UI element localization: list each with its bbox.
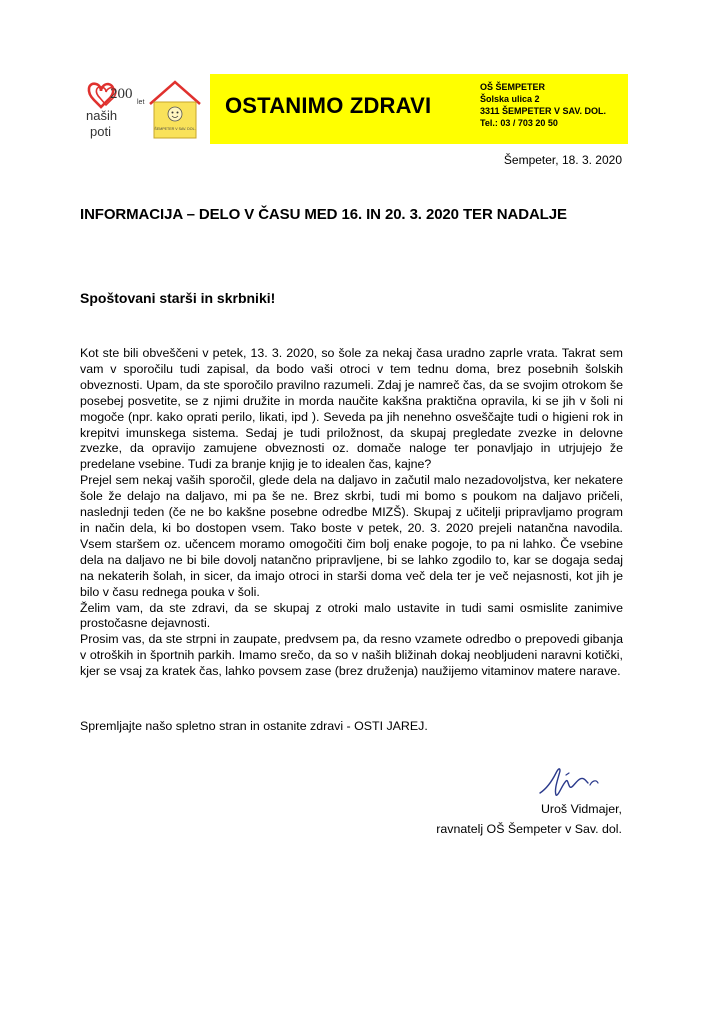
logo-graphic: [80, 74, 210, 144]
logo-let: let: [137, 99, 145, 106]
document-title: INFORMACIJA – DELO V ČASU MED 16. IN 20. 3. 2020 TER NADALJE: [80, 206, 567, 223]
letterhead: [80, 74, 628, 144]
closing-line: Spremljajte našo spletno stran in ostanite zdravi - OSTI JAREJ.: [80, 719, 428, 733]
school-street: Šolska ulica 2: [480, 94, 540, 104]
handwritten-signature: [536, 763, 614, 803]
salutation: Spoštovani starši in skrbniki!: [80, 290, 276, 306]
banner-title: OSTANIMO ZDRAVI: [225, 93, 432, 118]
school-name: OŠ ŠEMPETER: [480, 82, 546, 92]
logo-line2: poti: [90, 124, 111, 139]
school-city: 3311 ŠEMPETER V SAV. DOL.: [480, 106, 607, 116]
logo-number: 200: [110, 86, 133, 102]
logo-line1: naših: [86, 108, 118, 123]
paragraph-1: Kot ste bili obveščeni v petek, 13. 3. 2020, so šole za nekaj časa uradno zaprle vrata. Takrat sem vam v sporočilu tudi zapisal, da bodo vaši otroci v tem tednu doma, brez posebnih šolskih obveznosti. Upam, da ste sporočilo pravilno razumeli. Zdaj je namreč čas, da se svojim otrokom še posebej posvetite, se z njimi družite in morda naučite kakšna praktična opravila, ki se jih v šoli ni mogoče (npr. kako oprati perilo, likati, ipd ). Seveda pa jih nenehno osveščajte tudi o higieni rok in krepitvi imunskega sistema. Sedaj je tudi priložnost, da skupaj pregledate zvezke in delovne zvezke, da opravijo zamujene obveznosti oz. domače naloge ter ponavljajo in utrjujejo že predelane vsebine. Tudi za branje knjig je to idealen čas, kajne?: [80, 346, 623, 472]
signatory-name: Uroš Vidmajer,: [540, 802, 622, 816]
paragraph-2: Prejel sem nekaj vaših sporočil, glede dela na daljavo in začutil malo nezadovoljstva, ker nekatere šole že delajo na daljavo, mi pa še ne. Brez skrbi, tudi mi bomo s poukom na daljavo pričeli, naslednji teden (če ne bo kakšne posebne odredbe MIZŠ). Skupaj z učitelji pripravljamo program in način dela, ki bo dostopen vsem. Tako boste v petek, 20. 3. 2020 prejeli natančna navodila. Vsem staršem oz. učencem moramo omogočiti čim bolj enake pogoje, to pa ni lahko. Če vsebine dela na daljavo ne bi bile dovolj natančno pripravljene, bi se lahko zgodilo to, kar se dogaja sedaj na nekaterih šolah, in sicer, da imajo otroci in starši doma več dela ter je več nejasnosti, kot jih je bilo v času rednega pouka v šoli.: [80, 473, 623, 599]
paragraph-3: Želim vam, da ste zdravi, da se skupaj z otroki malo ustavite in tudi sami osmislite zanimive prostočasne dejavnosti.: [80, 600, 623, 631]
school-anniversary-logo: [80, 74, 210, 144]
school-contact-block: [480, 81, 606, 129]
letter-body: [80, 346, 623, 680]
face-icon: [168, 107, 182, 121]
yellow-banner: [210, 74, 628, 144]
house-roof-icon: [150, 82, 200, 104]
letter-date: Šempeter, 18. 3. 2020: [503, 153, 622, 167]
logo-stamp-text: ŠEMPETER V SAV. DOL.: [154, 127, 196, 131]
school-phone: Tel.: 03 / 703 20 50: [480, 118, 558, 128]
signatory-role: ravnatelj OŠ Šempeter v Sav. dol.: [436, 822, 622, 836]
paragraph-4: Prosim vas, da ste strpni in zaupate, predvsem pa, da resno vzamete odredbo o prepovedi gibanja v otroških in športnih parkih. Imamo srečo, da so v naših bližinah dokaj neobljudeni naravni kotički, kjer se vsaj za kratek čas, lahko povsem zase (brez druženja) naužijemo vitaminov matere narave.: [80, 632, 623, 679]
